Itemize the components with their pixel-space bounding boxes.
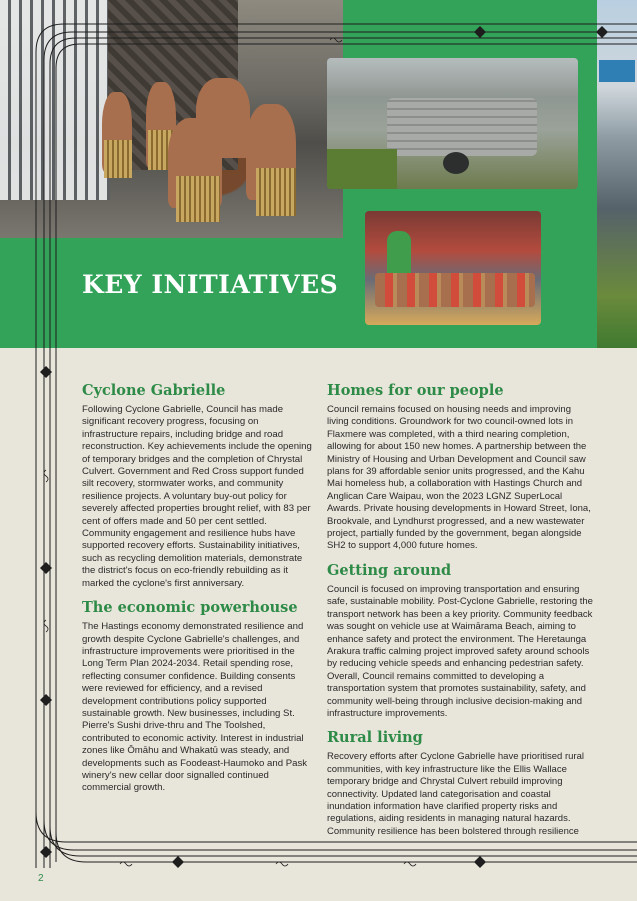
section-title-economy: The economic powerhouse xyxy=(82,599,298,617)
page-title: KEY INITIATIVES xyxy=(82,270,339,299)
section-title-getting-around: Getting around xyxy=(327,561,452,579)
grass-bank xyxy=(327,149,397,189)
culvert-wall xyxy=(387,98,537,156)
section-title-rural: Rural living xyxy=(327,729,423,747)
section-body-getting-around: Council is focused on improving transportation and ensuring safe, sustainable mobility. Post-Cyclone Gabrielle, restoring the transport network has been a key priority. Community feedback was sought on vehicle use at Waimārama Beach, aiming to enhance safety and protect the environment. The Heretaunga Arakura traffic calming project improved safety around schools by reducing vehicle speeds and enhancing pedestrian safety. Overall, Council remains committed to developing a transportation system that promotes sustainability, safety, and community well-being through inclusive decision-making and infrastructure improvements. xyxy=(327,583,593,719)
section-body-rural: Recovery efforts after Cyclone Gabrielle have prioritised rural communities, with key infrastructure like the Ellis Wallace temporary bridge and Chrystal Culvert rebuild improving connectivity. Updated land categorisation and coastal inundation information have clarified property risks and regulations, aiding residents in managing natural hazards. Community resilience has been bolstered through resilience xyxy=(327,751,584,837)
building-facade xyxy=(0,0,110,200)
haka-photo xyxy=(0,0,343,238)
piupiu-skirt xyxy=(104,140,132,178)
culvert-photo xyxy=(327,58,578,189)
culvert-pipe xyxy=(443,152,469,174)
section-title-homes: Homes for our people xyxy=(327,382,504,399)
section-body-economy: The Hastings economy demonstrated resilience and growth despite Cyclone Gabrielle's challenges, and infrastructure improvements were prioritised in the Long Term Plan 2024-2034. Retail spending rose, reflecting consumer confidence. Building consents were reviewed for efficiency, and a revised development contributions policy supported sustainable growth. New businesses, including St. Pierre's Sushi drive-thru and The Toolshed, contributed to economic activity. Interest in industrial zones like Ōmāhu and Whakatū was steady, and developments such as Foodeast-Haumoko and Pask winery's new cellar door signalled continued commercial growth. xyxy=(82,621,308,794)
seated-performers xyxy=(375,273,535,307)
section-body-homes: Council remains focused on housing needs and improving living conditions. Groundwork for two council-owned lots in Flaxmere was completed, with a third nearing completion, allowing for about 150 new homes. A partnership between the Ministry of Housing and Urban Development and Council saw plans for 39 affordable senior units progressed, and the Kahu Mai homeless hub, a collaboration with Hastings Church and Anglican Care Waipau, won the 2023 LGNZ SuperLocal Awards. Private housing developments in Howard Street, Iona, Brookvale, and Lyndhurst progressed, and a new wastewater project, partially funded by the government, began alongside SH2 to support 4,000 future homes. xyxy=(327,404,591,552)
piupiu-skirt xyxy=(176,176,220,222)
piupiu-skirt xyxy=(256,168,296,216)
page-number: 2 xyxy=(38,873,44,884)
left-column xyxy=(82,382,314,804)
street-photo-strip xyxy=(597,0,637,348)
section-title-cyclone: Cyclone Gabrielle xyxy=(82,382,226,399)
stage-photo xyxy=(365,211,541,325)
right-column xyxy=(327,382,595,847)
hero-band xyxy=(0,0,637,348)
section-body-cyclone: Following Cyclone Gabrielle, Council has made significant recovery progress, focusing on infrastructure repairs, including bridge and road reconstruction. Key achievements include the opening of temporary bridges and the completion of Chrystal Culvert. Government and Red Cross support funded silt recovery, stormwater works, and community resilience projects. A voluntary buy-out policy for severely affected properties brought relief, with 83 per cent of offers made and 50 per cent settled. Community engagement and resilience hubs have supported recovery efforts. Sustainability initiatives, such as recycling demolition materials, demonstrate the district's focus on eco-friendly rebuilding as it marked the cyclone's first anniversary. xyxy=(82,404,312,589)
street-sign xyxy=(599,60,635,82)
